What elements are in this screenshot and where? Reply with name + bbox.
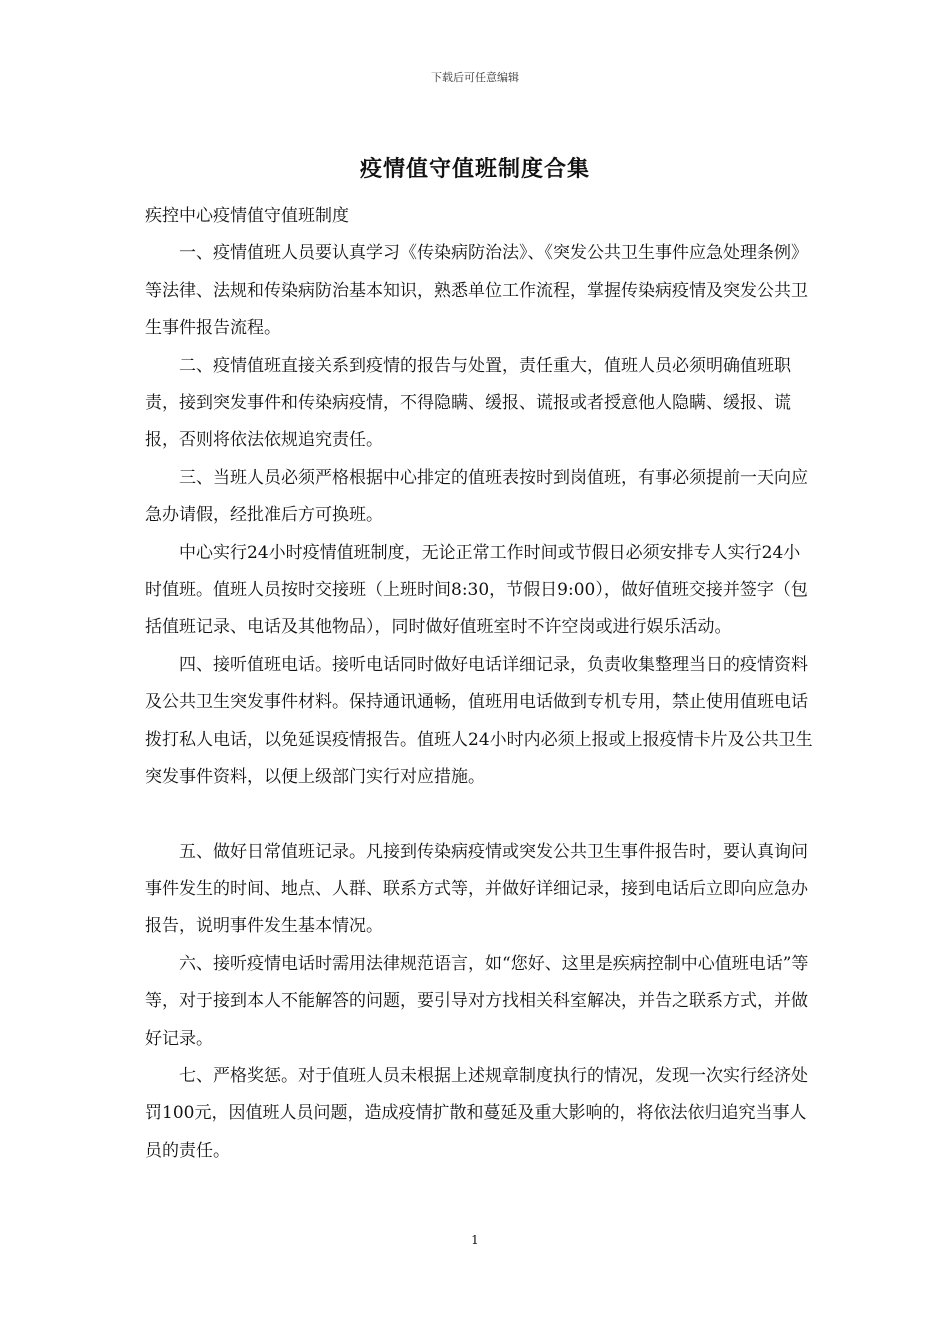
paragraph-5: 四、接听值班电话。接听电话同时做好电话详细记录，负责收集整理当日的疫情资料及公共卫生突发事件材料。保持通讯通畅，值班用电话做到专机专用，禁止使用值班电话拨打私人电话，以免延误疫情报告。值班人24小时内必须上报或上报疫情卡片及公共卫生突发事件资料，以便上级部门实行对应措施。 [145,654,813,788]
paragraph-8: 七、严格奖惩。对于值班人员未根据上述规章制度执行的情况，发现一次实行经济处罚100元，因值班人员问题，造成疫情扩散和蔓延及重大影响的，将依法依归追究当事人员的责任。 [145,1065,808,1161]
paragraph-6: 五、做好日常值班记录。凡接到传染病疫情或突发公共卫生事件报告时，要认真询问事件发生的时间、地点、人群、联系方式等，并做好详细记录，接到电话后立即向应急办报告，说明事件发生基本情况。 [145,841,808,937]
paragraph-3: 三、当班人员必须严格根据中心排定的值班表按时到岗值班，有事必须提前一天向应急办请假，经批准后方可换班。 [145,467,808,526]
page-number: 1 [471,1233,479,1247]
paragraph-spacer [145,797,817,834]
header-note: 下载后可任意编辑 [431,71,519,84]
paragraph-4: 中心实行24小时疫情值班制度，无论正常工作时间或节假日必须安排专人实行24小时值班。值班人员按时交接班（上班时间8:30，节假日9:00），做好值班交接并签字（包括值班记录、电话及其他物品），同时做好值班室时不许空岗或进行娱乐活动。 [145,542,808,638]
document-title: 疫情值守值班制度合集 [359,156,590,182]
document-subtitle: 疾控中心疫情值守值班制度 [145,206,349,226]
paragraph-1: 一、疫情值班人员要认真学习《传染病防治法》、《突发公共卫生事件应急处理条例》等法律、法规和传染病防治基本知识，熟悉单位工作流程，掌握传染病疫情及突发公共卫生事件报告流程。 [145,243,808,339]
paragraph-2: 二、疫情值班直接关系到疫情的报告与处置，责任重大，值班人员必须明确值班职责，接到突发事件和传染病疫情，不得隐瞒、缓报、谎报或者授意他人隐瞒、缓报、谎报，否则将依法依规追究责任。 [145,355,791,451]
paragraph-7: 六、接听疫情电话时需用法律规范语言，如“您好、这里是疾病控制中心值班电话”等等，对于接到本人不能解答的问题，要引导对方找相关科室解决，并告之联系方式，并做好记录。 [145,953,809,1049]
document-body [145,198,817,1170]
